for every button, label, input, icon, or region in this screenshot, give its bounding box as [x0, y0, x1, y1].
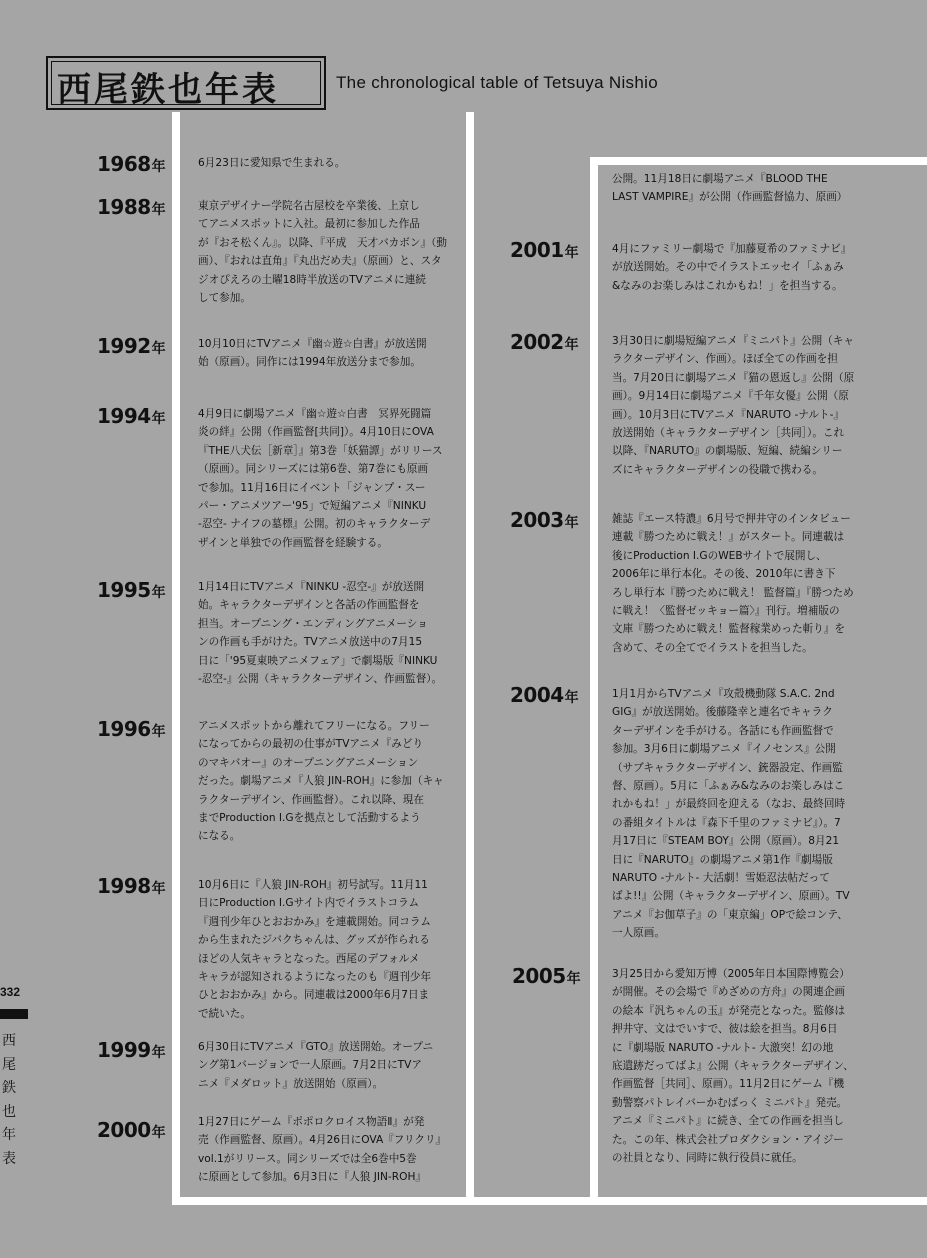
year-label: 1992年 [97, 334, 166, 358]
timeline-entry: 1月14日にTVアニメ『NINKU -忍空-』が放送開 始。キャラクターデザインと各話の作画監督を 担当。オープニング・エンディングアニメーショ ンの作画も手がけた。TVアニメ放送中の7月15 日に「'95夏東映アニメフェア」で劇場版『NINKU -忍空-』公開（キャラクターデザイン、作画監督）。 [198, 581, 443, 686]
timeline-entry: 3月25日から愛知万博（2005年日本国際博覧会） が開催。その会場で『めざめの方舟』の関連企画 の絵本『汎ちゃんの玉』が発売となった。監修は 押井守、文はでいすで、彼は絵を担当。8月6日 に『劇場版 NARUTO -ナルト- 大激突！幻の地 底遺跡だってばよ』公開（キャラクターデザイン、 作画監督［共同］、原画）。11月2日にゲーム『機 動警察パトレイバーかむばっく ミニパト』発売。 アニメ『ミニパト』に続き、全ての作画を担当し た。この年、株式会社プロダクション・アイジー の社員となり、同時に執行役員に就任。 [612, 968, 854, 1165]
timeline-entry: 6月30日にTVアニメ『GTO』放送開始。オープニ ング第1バージョンで一人原画。7月2日にTVア ニメ『メダロット』放送開始（原画）。 [198, 1041, 434, 1090]
timeline-entry: 3月30日に劇場短編アニメ『ミニパト』公開（キャ ラクターデザイン、作画）。ほぼ全ての作画を担 当。7月20日に劇場アニメ『猫の恩返し』公開（原 画）。9月14日に劇場アニメ『千年女優』公開（原 画）。10月3日にTVアニメ『NARUTO -ナルト-』 放送開始（キャラクターデザイン［共同］）。これ 以降、『NARUTO』の劇場版、短編、続編シリー ズにキャラクターデザインの役職で携わる。 [612, 335, 855, 476]
page-number: 332 [0, 985, 21, 999]
timeline-entry: 雑誌『エース特濃』6月号で押井守のインタビュー 連載『勝つために戦え！』がスタート。同連載は 後にProduction I.GのWEBサイトで展開し、 2006年に単行本化。その後、2010年に書き下 ろし単行本『勝つために戦え！ 監督篇』『勝つため に戦え！〈監督ゼッキョー篇〉』刊行。増補版の 文庫『勝つために戦え！監督稼業めった斬り』を 含めて、その全てでイラストを担当した。 [612, 513, 854, 654]
year-label: 1994年 [97, 404, 166, 428]
right-column-frame-top [590, 157, 927, 165]
year-label: 2001年 [510, 238, 579, 262]
page-title: 西尾鉄也年表 [57, 70, 279, 110]
timeline-entry: 4月9日に劇場アニメ『幽☆遊☆白書 冥界死闘篇 炎の絆』公開（作画監督[共同]）。4月10日にOVA 『THE八犬伝［新章］』第3巻「妖猫譚」がリリース （原画）。同シリーズには第6巻、第7巻にも原画 で参加。11月16日にイベント「ジャンプ・スー パー・アニメツアー'95」で短編アニメ『NINKU -忍空- ナイフの墓標』公開。初のキャラクターデ ザインと単独での作画監督を経験する。 [198, 408, 443, 549]
page-number-bar [0, 1009, 28, 1019]
timeline-entry: 東京デザイナー学院名古屋校を卒業後、上京し てアニメスポットに入社。最初に参加した作品 が『おそ松くん』。以降、『平成 天才バカボン』（動 画）、『おれは直角』『丸出だめ夫』（原画）と、スタ ジオぴえろの土曜18時半放送のTVアニメに連続 して参加。 [198, 200, 447, 305]
year-label: 1998年 [97, 874, 166, 898]
side-running-title: 西尾鉄也年表 [2, 1033, 16, 1167]
year-label: 1996年 [97, 717, 166, 741]
year-label: 1968年 [97, 152, 166, 176]
year-label: 2000年 [97, 1118, 166, 1142]
year-label: 1995年 [97, 578, 166, 602]
year-label: 2004年 [510, 683, 579, 707]
year-label: 2003年 [510, 508, 579, 532]
year-label: 2002年 [510, 330, 579, 354]
timeline-entry: 10月6日に『人狼 JIN-ROH』初号試写。11月11 日にProduction I.Gサイト内でイラストコラム 『週刊少年ひとおおかみ』を連載開始。同コラム から生まれたジバクちゃんは、グッズが作られる ほどの人気キャラとなった。西尾のデフォルメ キャラが認知されるようになったのも『週刊少年 ひとおおかみ』から。同連載は2000年6月7日ま で続いた。 [198, 879, 432, 1020]
timeline-entry: 10月10日にTVアニメ『幽☆遊☆白書』が放送開 始（原画）。同作には1994年放送分まで参加。 [198, 338, 427, 369]
timeline-entry: 1月27日にゲーム『ポポロクロイス物語Ⅱ』が発 売（作画監督、原画）。4月26日にOVA『フリクリ』 vol.1がリリース。同シリーズでは全6巻中5巻 に原画として参加。6月3日に『人狼 JIN-ROH』 [198, 1116, 447, 1184]
year-label: 1999年 [97, 1038, 166, 1062]
year-label: 2005年 [512, 964, 581, 988]
timeline-entry-continued: 公開。11月18日に劇場アニメ『BLOOD THE LAST VAMPIRE』が公開（作画監督協力、原画） [612, 173, 848, 204]
page-subtitle: The chronological table of Tetsuya Nishio [336, 73, 658, 92]
timeline-entry: アニメスポットから離れてフリーになる。フリー になってからの最初の仕事がTVアニメ『みどり のマキバオー』のオープニングアニメーション だった。劇場アニメ『人狼 JIN-ROH』に参加（キャ ラクターデザイン、作画監督）。これ以降、現在 までProduction I.Gを拠点として活動するよう になる。 [198, 720, 444, 843]
right-column-frame-bottom [590, 1197, 927, 1205]
timeline-entry: 4月にファミリー劇場で『加藤夏希のファミナビ』 が放送開始。その中でイラストエッセイ「ふぁみ &なみのお楽しみはこれかもね！」を担当する。 [612, 243, 852, 292]
year-label: 1988年 [97, 195, 166, 219]
timeline-entry: 6月23日に愛知県で生まれる。 [198, 157, 346, 169]
right-column-year-frame [465, 157, 598, 1205]
timeline-entry: 1月1月からTVアニメ『攻殻機動隊 S.A.C. 2nd GIG』が放送開始。後藤隆幸と連名でキャラク ターデザインを手がける。各話にも作画監督で 参加。3月6日に劇場アニメ『イノセンス』公開 （サブキャラクターデザイン、銃器設定、作画監 督、原画）。5月に「ふぁみ&なみのお楽しみはこ れかもね！」が最終回を迎える（なお、最終回時 の番組タイトルは『森下千里のファミナビ』）。7 月17日に『STEAM BOY』公開（原画）。8月21 日に『NARUTO』の劇場アニメ第1作『劇場版 NARUTO -ナルト- 大活劇！雪姫忍法帖だって ばよ!!』公開（キャラクターデザイン、原画）。TV アニメ『お伽草子』の「東京編」OPで絵コンテ、 一人原画。 [612, 688, 850, 940]
